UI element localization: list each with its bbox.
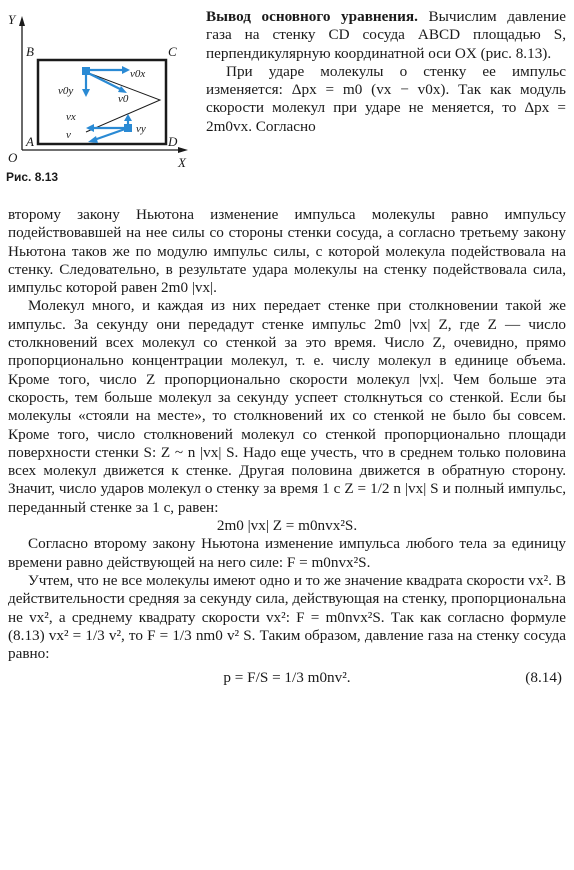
intro-text: Вычислим давление газа на стенку CD сосуда ABCD площадью S, перпендикулярную координатной оси OX (рис. 8.13).	[206, 8, 566, 62]
label-a: A	[26, 134, 34, 149]
v-arrowhead	[88, 136, 98, 143]
main-text	[8, 206, 566, 688]
paragraph-4: Согласно второму закону Ньютона изменение импульса любого тела за единицу времени равно действующей на него силе: F = m0nvx²S.	[8, 535, 566, 571]
molecule-bottom	[124, 124, 132, 132]
paragraph-5: Учтем, что не все молекулы имеют одно и то же значение квадрата скорости vx². В действительности средняя за секунду сила, действующая на стенку, пропорциональна не vx², а среднему квадрату скорости vx²: F = m0nvx²S. Так как согласно формуле (8.13) vx² = 1/3 v², то F = 1/3 nm0 v² S. Таким образом, давление газа на стенку сосуда равно:	[8, 571, 566, 663]
x-axis-arrow	[178, 147, 188, 153]
label-v0: v0	[118, 93, 129, 105]
equation-number: (8.14)	[525, 669, 562, 687]
formula-impulse: 2m0 |vx| Z = m0nvx²S.	[216, 517, 358, 535]
equation-8-14-row	[8, 669, 566, 687]
label-y: Y	[8, 12, 16, 27]
label-v0x: v0x	[130, 68, 146, 80]
label-vy: vy	[136, 123, 146, 135]
top-right-column	[206, 8, 566, 136]
vessel-abcd	[38, 60, 166, 144]
y-axis-arrow	[19, 16, 25, 26]
section-title: Вывод основного уравнения.	[206, 8, 418, 25]
v0x-arrowhead	[122, 66, 130, 74]
paragraph-2-cont: второму закону Ньютона изменение импульса молекулы равно импульсу подействовавшей на нее силы со стороны стенки сосуда, а согласно третьему закону Ньютона таков же по модулю импульс силы, с которой молекула подействовала на стенку. Следовательно, в результате удара молекулы на стенку подействовала сила, импульс которой равен 2m0 |vx|.	[8, 206, 566, 297]
label-c: C	[168, 44, 177, 59]
intro-paragraph	[206, 8, 566, 63]
label-vx: vx	[66, 111, 76, 123]
label-v0y: v0y	[58, 85, 74, 97]
formula-pressure: p = F/S = 1/3 m0nv².	[223, 669, 351, 687]
label-v: v	[66, 129, 71, 141]
v-arrow	[94, 128, 128, 140]
molecule-top	[82, 67, 90, 75]
label-b: B	[26, 44, 34, 59]
label-d: D	[168, 134, 178, 149]
paragraph-3: Молекул много, и каждая из них передает стенке при столкновении такой же импульс. За секунду они передадут стенке импульс 2m0 |vx| Z, где Z — число столкновений всех молекул со стенкой за это время. Число Z, очевидно, прямо пропорционально концентрации молекул, т. е. числу молекул в единице объема. Кроме того, число Z пропорционально скорости молекул |vx|. Чем больше эта скорость, тем больше молекул за секунду успеет столкнуться со стенкой. Если бы молекулы «стояли на месте», то столкновений их со стенкой не было бы совсем. Кроме того, число столкновений молекул со стенкой пропорционально площади поверхности стенки S: Z ~ n |vx| S. Надо еще учесть, что в среднем только половина всех молекул движется к стенке. Другая половина движется в обратную сторону. Значит, число ударов молекул о стенку за время 1 с Z = 1/2 n |vx| S и полный импульс, переданный стенке за 1 с, равен:	[8, 297, 566, 516]
label-o: O	[8, 150, 18, 165]
label-x: X	[178, 155, 186, 170]
v0-arrow	[86, 72, 122, 90]
v0y-arrowhead	[82, 89, 90, 97]
figure-caption: Рис. 8.13	[6, 170, 59, 184]
paragraph-2-start: При ударе молекулы о стенку ее импульс изменяется: Δpx = m0 (vx − v0x). Так как модуль скорости молекул при ударе не меняется, то Δpx = 2m0vx. Согласно	[206, 62, 566, 135]
